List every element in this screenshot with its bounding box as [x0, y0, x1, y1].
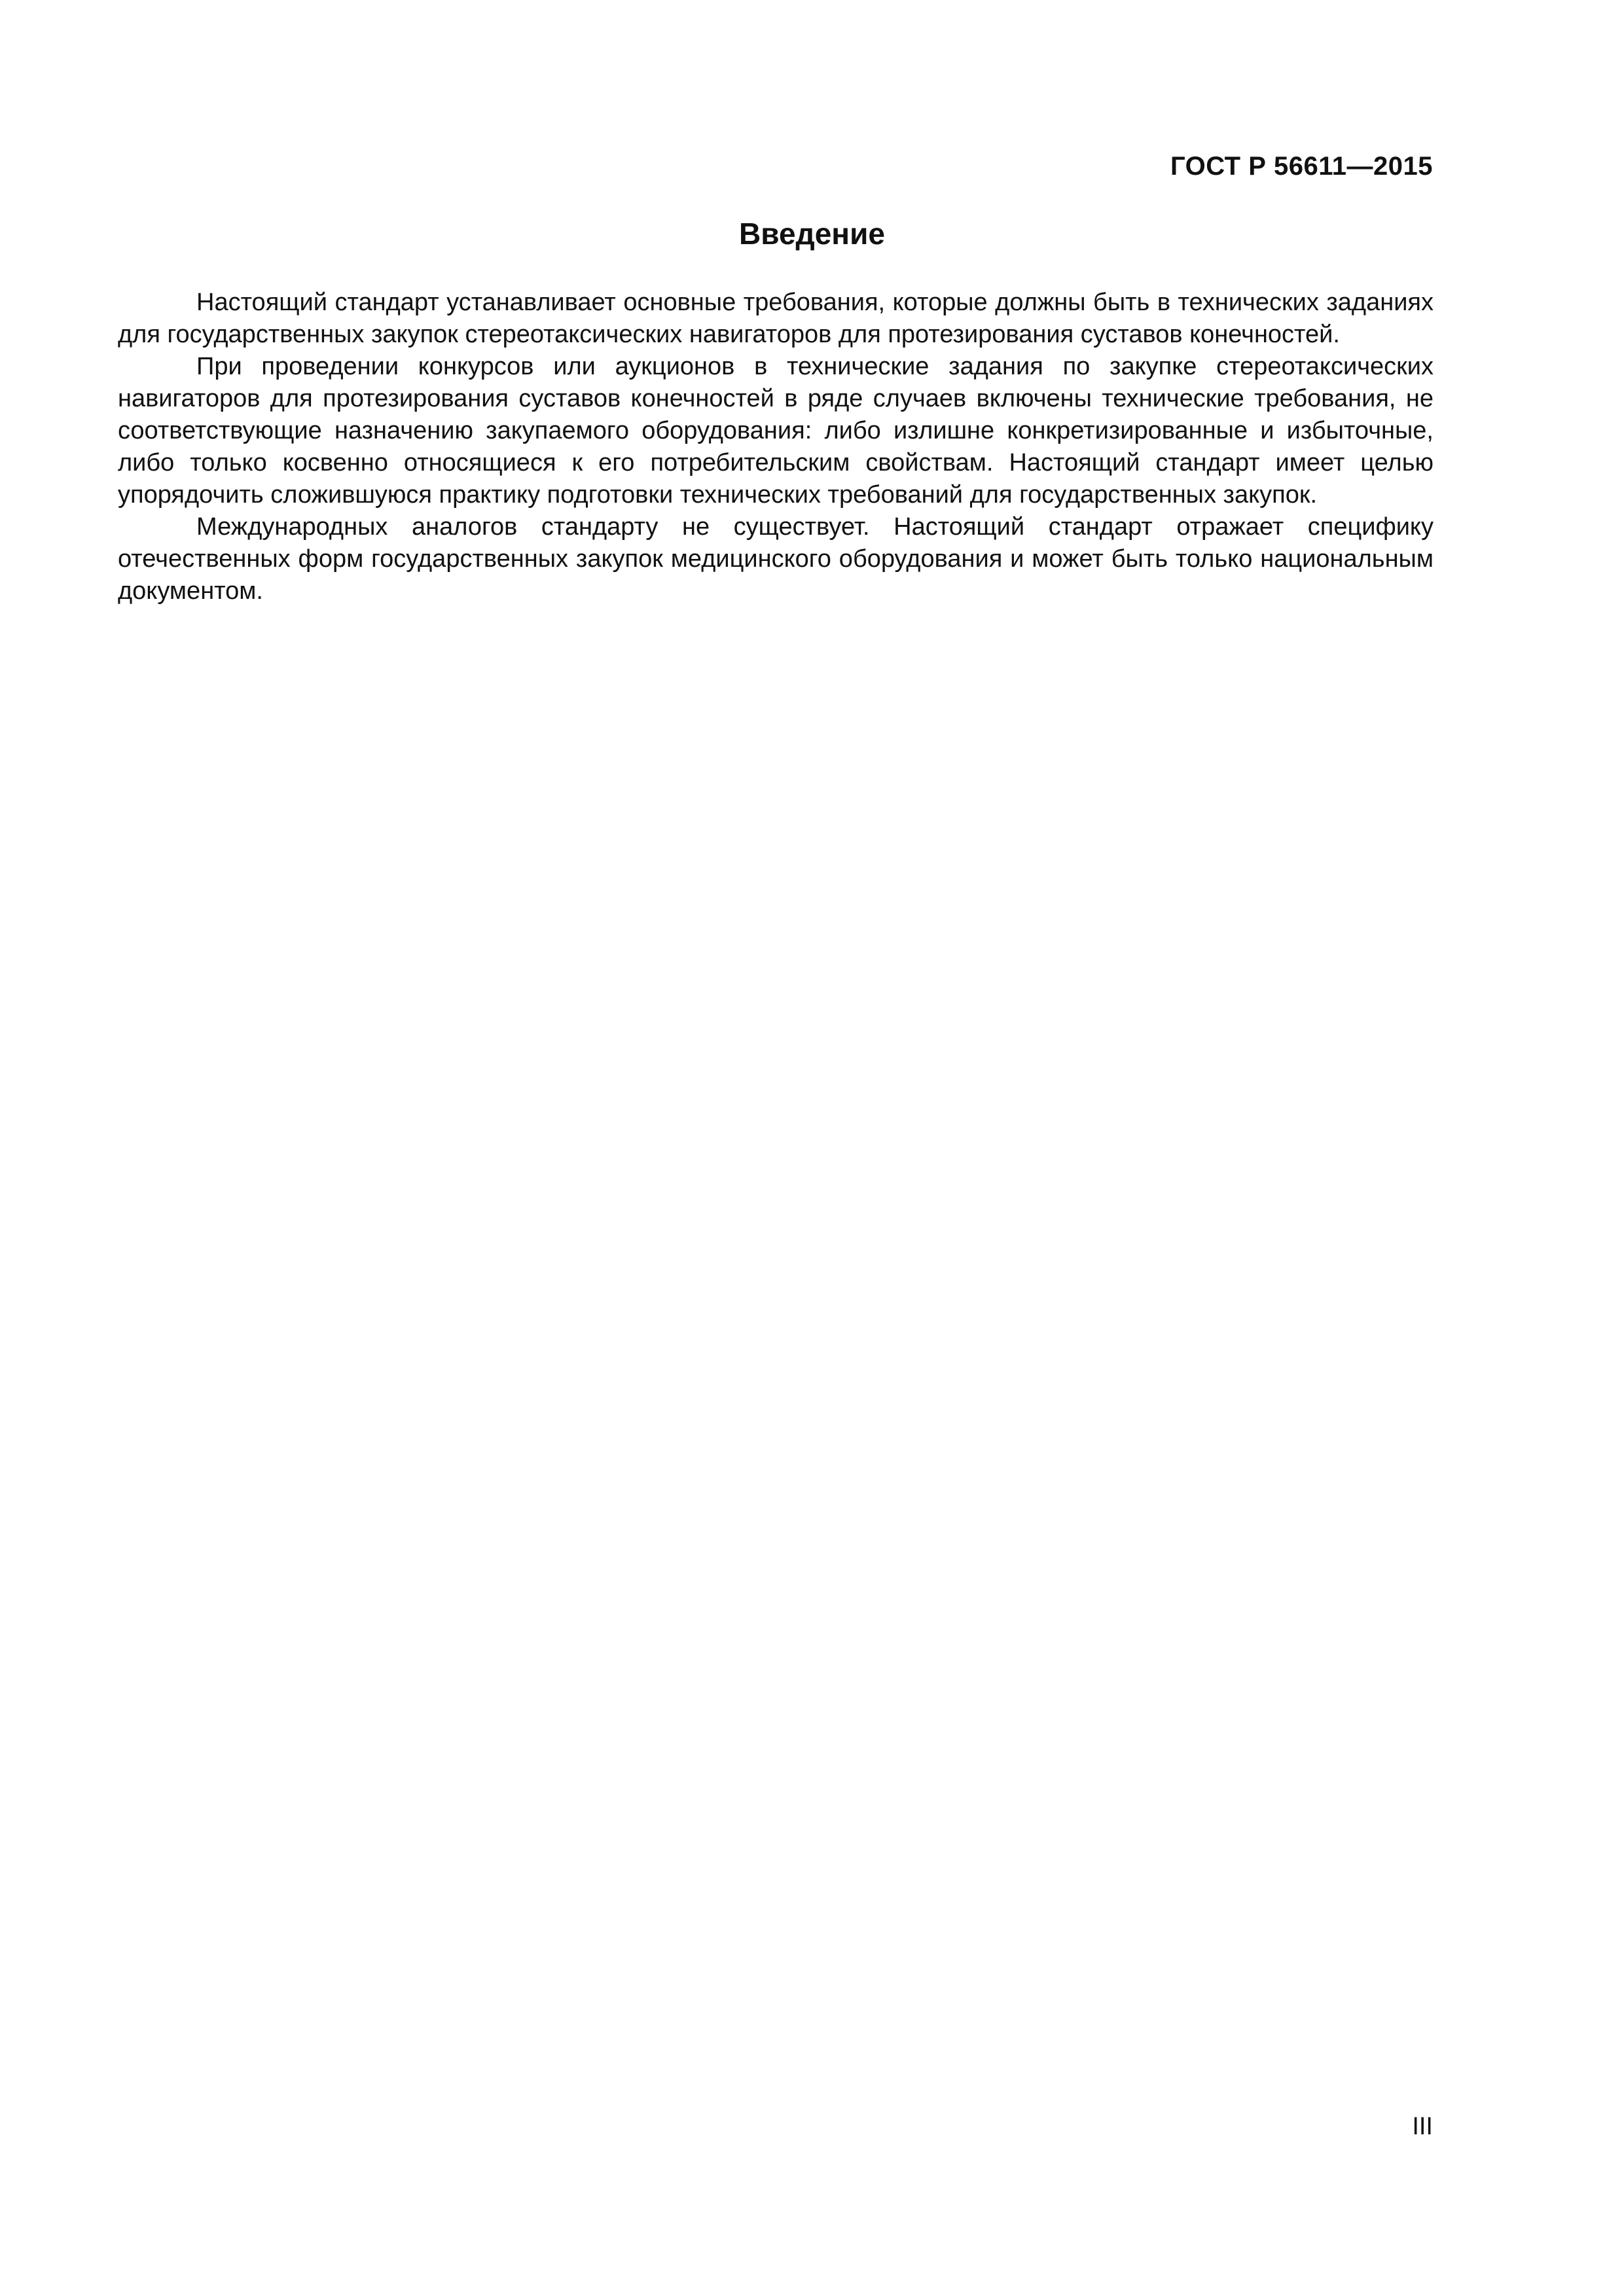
standard-number: ГОСТ Р 56611—2015 — [1170, 152, 1433, 181]
paragraph: При проведении конкурсов или аукционов в технические задания по закупке стереотаксических навигаторов для протезирования суставов конечностей в ряде случаев включены технические требования, не соответствующие назначению закупаемого оборудования: либо излишне конкретизированные и избыточные, либо только косвенно относящиеся к его потребительским свойствам. Настоящий стандарт имеет целью упорядочить сложившуюся практику подготовки технических требований для государственных закупок. — [118, 353, 1434, 509]
page-number: III — [1412, 2113, 1433, 2140]
section-body — [118, 287, 1434, 607]
paragraph: Международных аналогов стандарту не существует. Настоящий стандарт отражает специфику отечественных форм государственных закупок медицинского оборудования и может быть только национальным документом. — [118, 513, 1434, 605]
paragraph: Настоящий стандарт устанавливает основные требования, которые должны быть в технических заданиях для государственных закупок стереотаксических навигаторов для протезирования суставов конечностей. — [118, 289, 1434, 348]
section-title: Введение — [739, 217, 885, 251]
